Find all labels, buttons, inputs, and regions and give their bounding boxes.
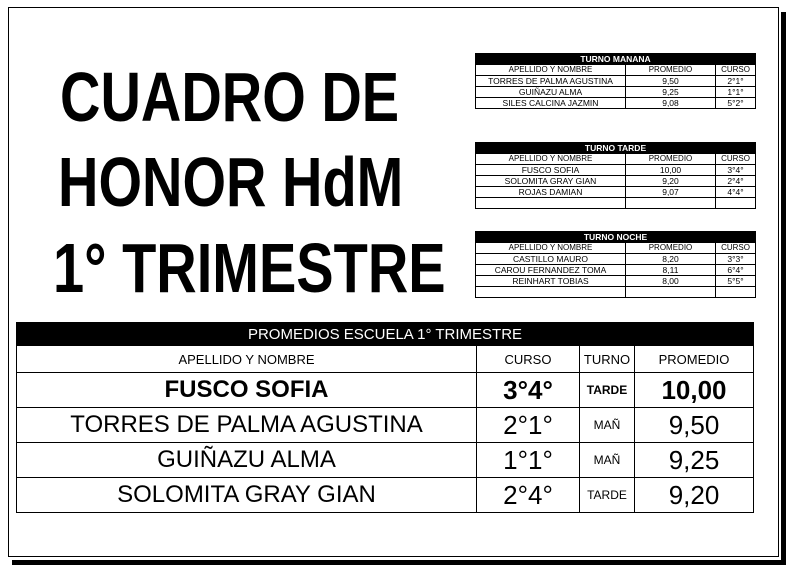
student-course: 2°4°: [716, 176, 756, 187]
table-row-empty: [476, 287, 756, 298]
student-average: 9,25: [626, 87, 716, 98]
student-average: 9,20: [626, 176, 716, 187]
student-course: 4°4°: [716, 187, 756, 198]
column-header: PROMEDIO: [626, 243, 716, 254]
student-course: [716, 198, 756, 209]
column-header: APELLIDO Y NOMBRE: [476, 243, 626, 254]
title-line-1: CUADRO DE: [60, 58, 400, 136]
student-course: 5°2°: [716, 98, 756, 109]
table-row: [476, 87, 756, 98]
column-header: PROMEDIO: [626, 154, 716, 165]
column-header: CURSO: [716, 154, 756, 165]
student-name: [476, 287, 626, 298]
column-header: CURSO: [477, 346, 580, 373]
student-name: CAROU FERNANDEZ TOMA: [476, 265, 626, 276]
student-average: 9,07: [626, 187, 716, 198]
student-course: 3°4°: [477, 373, 580, 408]
student-shift: TARDE: [580, 373, 635, 408]
student-name: GUIÑAZU ALMA: [17, 443, 477, 478]
student-name: FUSCO SOFIA: [476, 165, 626, 176]
student-course: 2°1°: [716, 76, 756, 87]
table-row: [476, 98, 756, 109]
column-header: PROMEDIO: [626, 65, 716, 76]
student-course: 1°1°: [716, 87, 756, 98]
student-name: CASTILLO MAURO: [476, 254, 626, 265]
student-name: ROJAS DAMIAN: [476, 187, 626, 198]
student-course: 6°4°: [716, 265, 756, 276]
student-name: TORRES DE PALMA AGUSTINA: [17, 408, 477, 443]
student-average: 9,50: [626, 76, 716, 87]
student-shift: MAÑ: [580, 408, 635, 443]
student-name: [476, 198, 626, 209]
table-row-empty: [476, 198, 756, 209]
student-course: 2°4°: [477, 478, 580, 513]
table-row: [476, 165, 756, 176]
table-row: [476, 254, 756, 265]
column-header: CURSO: [716, 243, 756, 254]
table-row: [17, 478, 754, 513]
table-heading: TURNO MANANA: [476, 54, 756, 65]
student-course: 1°1°: [477, 443, 580, 478]
student-course: 5°5°: [716, 276, 756, 287]
student-average: 9,20: [635, 478, 754, 513]
table-row: [17, 373, 754, 408]
table-promedios-escuela: [16, 322, 754, 513]
title-line-2: HONOR HdM: [58, 143, 404, 221]
column-header: TURNO: [580, 346, 635, 373]
student-course: 3°4°: [716, 165, 756, 176]
student-name: SILES CALCINA JAZMIN: [476, 98, 626, 109]
student-average: 10,00: [635, 373, 754, 408]
student-average: 9,25: [635, 443, 754, 478]
student-course: 2°1°: [477, 408, 580, 443]
column-header: APELLIDO Y NOMBRE: [17, 346, 477, 373]
title-line-3: 1° TRIMESTRE: [53, 229, 446, 307]
column-header: APELLIDO Y NOMBRE: [476, 65, 626, 76]
student-course: [716, 287, 756, 298]
student-name: REINHART TOBIAS: [476, 276, 626, 287]
student-average: 8,11: [626, 265, 716, 276]
column-header: PROMEDIO: [635, 346, 754, 373]
student-shift: TARDE: [580, 478, 635, 513]
table-row: [17, 408, 754, 443]
column-header: APELLIDO Y NOMBRE: [476, 154, 626, 165]
table-heading: PROMEDIOS ESCUELA 1° TRIMESTRE: [17, 323, 754, 346]
student-course: 3°3°: [716, 254, 756, 265]
table-heading: TURNO NOCHE: [476, 232, 756, 243]
table-turno-tarde: [475, 142, 756, 209]
table-turno-manana: [475, 53, 756, 109]
student-average: 8,20: [626, 254, 716, 265]
table-row: [476, 187, 756, 198]
table-row: [17, 443, 754, 478]
table-row: [476, 276, 756, 287]
student-average: [626, 287, 716, 298]
student-name: SOLOMITA GRAY GIAN: [476, 176, 626, 187]
table-row: [476, 265, 756, 276]
column-header: CURSO: [716, 65, 756, 76]
student-average: [626, 198, 716, 209]
student-name: TORRES DE PALMA AGUSTINA: [476, 76, 626, 87]
table-row: [476, 176, 756, 187]
student-name: SOLOMITA GRAY GIAN: [17, 478, 477, 513]
table-row: [476, 76, 756, 87]
student-name: GUIÑAZU ALMA: [476, 87, 626, 98]
student-average: 9,08: [626, 98, 716, 109]
student-average: 9,50: [635, 408, 754, 443]
table-turno-noche: [475, 231, 756, 298]
student-average: 8,00: [626, 276, 716, 287]
student-average: 10,00: [626, 165, 716, 176]
table-heading: TURNO TARDE: [476, 143, 756, 154]
student-name: FUSCO SOFIA: [17, 373, 477, 408]
student-shift: MAÑ: [580, 443, 635, 478]
